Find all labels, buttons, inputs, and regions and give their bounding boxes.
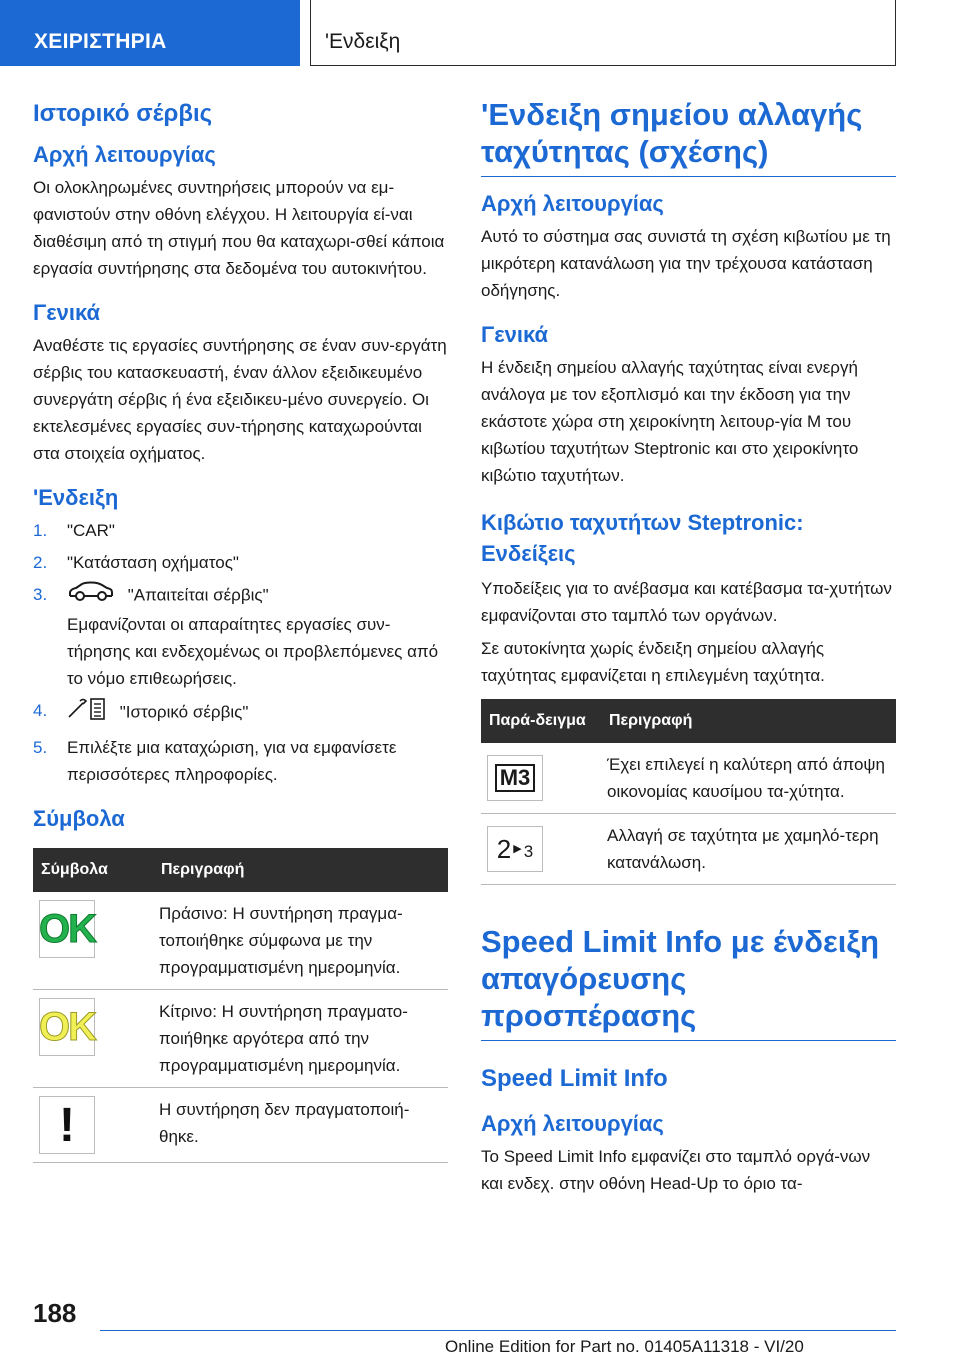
- list-item: [33, 734, 448, 788]
- step-number: 2.: [33, 553, 48, 572]
- table-row: [481, 743, 896, 814]
- principle-heading: Αρχή λειτουργίας: [481, 191, 664, 216]
- table-header-description: Περιγραφή: [153, 848, 448, 892]
- row-description: Πράσινο: Η συντήρηση πραγμα-τοποιήθηκε σύμφωνα με την προγραμματισμένη ημερομηνία.: [153, 892, 448, 990]
- table-row: [33, 990, 448, 1088]
- edition-text: Online Edition for Part no. 01405A11318 - VI/20: [445, 1337, 804, 1356]
- left-column: [33, 96, 448, 1163]
- list-item: [33, 517, 448, 544]
- steptronic-text: Υποδείξεις για το ανέβασμα και κατέβασμα τα-χυτήτων εμφανίζονται στο ταμπλό των οργάνων.: [481, 579, 892, 625]
- service-history-icon: [67, 697, 107, 729]
- general-text: Αναθέστε τις εργασίες συντήρησης σε έναν συν-εργάτη σέρβις του κατασκευαστή, έναν άλλον εξειδικευμένο συνεργάτη σέρβις ή ένα εξειδικευ-μένο συνεργείο. Οι εκτελεσμένες εργασίες συν-τήρησης καταχωρούνται στα στοιχεία οχήματος.: [33, 336, 447, 463]
- step-text: Επιλέξτε μια καταχώριση, για να εμφανίσετε περισσότερες πληροφορίες.: [67, 738, 397, 784]
- step-text: "CAR": [67, 521, 115, 540]
- arrow-right-icon: ▶: [513, 842, 522, 855]
- step-detail: Εμφανίζονται οι απαραίτητες εργασίες συν-τήρησης και ενδεχομένως οι προβλεπόμενες από το νόμο επιθεωρήσεις.: [67, 615, 439, 688]
- row-description: Αλλαγή σε ταχύτητα με χαμηλό-τερη κατανάλωση.: [601, 814, 896, 885]
- car-service-icon: [67, 581, 115, 611]
- principle-heading: Αρχή λειτουργίας: [33, 142, 216, 167]
- table-header-symbols: Σύμβολα: [33, 848, 153, 892]
- step-text: "Ιστορικό σέρβις": [119, 702, 249, 722]
- ok-green-icon: OK: [39, 900, 95, 958]
- gear-shift-up-icon: 2 ▶ 3: [487, 826, 543, 872]
- row-description: Η συντήρηση δεν πραγματοποιή-θηκε.: [153, 1088, 448, 1163]
- section-tab: ΧΕΙΡΙΣΤΗΡΙΑ: [0, 0, 300, 66]
- table-row: [33, 892, 448, 990]
- speed-limit-text: Το Speed Limit Info εμφανίζει στο ταμπλό οργά-νων και ενδεχ. στην οθόνη Head-Up το όριο τα-: [481, 1147, 871, 1193]
- ok-yellow-icon: OK: [39, 998, 95, 1056]
- table-header-example: Παρά-δειγμα: [481, 699, 601, 743]
- step-number: 3.: [33, 585, 48, 604]
- symbols-table: [33, 848, 448, 1163]
- step-number: 4.: [33, 701, 48, 720]
- display-steps: [33, 517, 448, 788]
- steptronic-heading: Κιβώτιο ταχυτήτων Steptronic: Ενδείξεις: [481, 510, 804, 566]
- row-description: Έχει επιλεγεί η καλύτερη από άποψη οικονομίας καυσίμου τα-χύτητα.: [601, 743, 896, 814]
- service-history-title: Ιστορικό σέρβις: [33, 100, 213, 127]
- principle-text: Οι ολοκληρωμένες συντηρήσεις μπορούν να εμ-φανιστούν στην οθόνη ελέγχου. Η λειτουργία εί-ναι διαθέσιμη από τη στιγμή που θα καταχωρι-σθεί κάποια εργασία συντήρησης στα δεδομένα του αυτοκινήτου.: [33, 178, 445, 278]
- table-row: [33, 1088, 448, 1163]
- list-item: [33, 581, 448, 692]
- principle-text: Αυτό το σύστημα σας συνιστά τη σχέση κιβωτίου με τη μικρότερη κατανάλωση για την τρέχουσα κατάσταση οδήγησης.: [481, 227, 891, 300]
- step-number: 1.: [33, 521, 48, 540]
- gear-m3-icon: M3: [487, 755, 543, 801]
- step-number: 5.: [33, 738, 48, 757]
- step-text: "Κατάσταση οχήματος": [67, 553, 239, 572]
- gear-indicator-title: 'Ενδειξη σημείου αλλαγής ταχύτητας (σχέσης): [481, 96, 896, 177]
- right-column: [481, 96, 896, 1197]
- speed-limit-title: Speed Limit Info με ένδειξη απαγόρευσης προσπέρασης: [481, 923, 896, 1041]
- speed-limit-subtitle: Speed Limit Info: [481, 1065, 668, 1092]
- chapter-title: 'Ενδειξη: [310, 0, 896, 66]
- general-heading: Γενικά: [33, 300, 101, 325]
- step-text: "Απαιτείται σέρβις": [127, 585, 269, 605]
- general-text: Η ένδειξη σημείου αλλαγής ταχύτητας είναι ενεργή ανάλογα με τον εξοπλισμό και την έκδοση για την εκάστοτε χώρα στη χειροκίνητη λειτουρ-γία M του κιβωτίου ταχυτήτων Steptronic και στο χειροκίνητο κιβώτιο ταχυτήτων.: [481, 358, 859, 485]
- footer-divider: [100, 1330, 896, 1331]
- symbols-heading: Σύμβολα: [33, 806, 125, 831]
- steptronic-text: Σε αυτοκίνητα χωρίς ένδειξη σημείου αλλαγής ταχύτητας εμφανίζεται η επιλεγμένη ταχύτητα.: [481, 639, 825, 685]
- gear-examples-table: [481, 699, 896, 885]
- page-number: 188: [33, 1298, 77, 1328]
- principle-heading: Αρχή λειτουργίας: [481, 1111, 664, 1136]
- table-header-description: Περιγραφή: [601, 699, 896, 743]
- row-description: Κίτρινο: Η συντήρηση πραγματο-ποιήθηκε αργότερα από την προγραμματισμένη ημερομηνία.: [153, 990, 448, 1088]
- exclamation-icon: !: [39, 1096, 95, 1154]
- list-item: [33, 549, 448, 576]
- display-heading: 'Ενδειξη: [33, 485, 119, 510]
- general-heading: Γενικά: [481, 322, 549, 347]
- page-header: [0, 0, 960, 66]
- list-item: [33, 697, 448, 729]
- table-row: [481, 814, 896, 885]
